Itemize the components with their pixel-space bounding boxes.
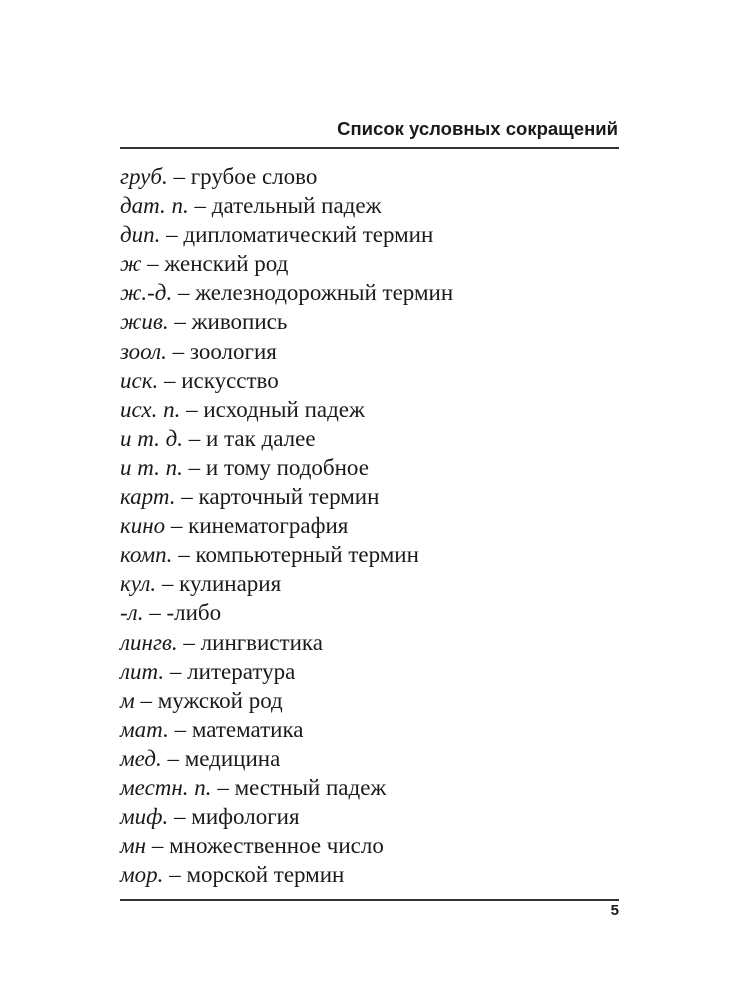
abbreviation-meaning: -либо [166,600,222,626]
abbreviation: жив. [120,309,169,335]
abbreviation-entry [120,802,620,831]
dash-separator: – [166,338,190,364]
abbreviation: и т. п. [120,454,183,480]
abbreviation-meaning: зоология [189,338,277,364]
dash-separator: – [168,716,192,742]
dash-separator: – [163,862,187,888]
abbreviation: кул. [120,571,157,597]
abbreviation-entry [120,220,620,249]
abbreviation-entry [120,569,620,598]
dash-separator: – [175,484,199,510]
abbreviation-entry [120,162,620,191]
abbreviation-meaning: дательный падеж [211,193,382,219]
dash-separator: – [182,454,206,480]
abbreviation: груб. [120,164,168,189]
abbreviation-meaning: морской термин [186,862,345,888]
abbreviation-entry [120,511,620,540]
abbreviation-entry [120,860,620,889]
dash-separator: – [168,804,192,830]
dash-separator: – [164,658,188,684]
abbreviation-meaning: дипломатический термин [183,222,434,248]
abbreviation: м [120,687,135,713]
abbreviation: миф. [120,804,169,830]
abbreviation-entry [120,307,620,336]
abbreviation-meaning: и так далее [206,425,316,451]
abbreviation-entry [120,715,620,744]
abbreviation-meaning: кинематография [188,513,349,539]
abbreviation: иск. [120,367,159,393]
abbreviation: и т. д. [120,425,184,451]
abbreviation-entry [120,540,620,569]
header-rule [120,147,619,149]
abbreviation: местн. п. [120,774,212,800]
dash-separator: – [161,745,185,771]
dash-separator: – [177,629,201,655]
abbreviation: лит. [120,658,165,684]
abbreviation: кино [120,513,166,539]
dash-separator: – [183,425,207,451]
abbreviation-entry [120,773,620,802]
abbreviation: мат. [120,716,169,742]
abbreviation-meaning: грубое слово [190,164,318,189]
dash-separator: – [172,280,196,306]
dash-separator: – [168,309,192,335]
abbreviation-meaning: математика [191,716,304,742]
abbreviation-entry [120,278,620,307]
abbreviation-meaning: лингвистика [200,629,323,655]
abbreviation-meaning: и тому подобное [205,454,369,480]
dash-separator: – [160,222,184,248]
abbreviation: мн [120,833,147,859]
running-header: Список условных сокращений [337,118,618,139]
abbreviation: лингв. [120,629,178,655]
abbreviation-meaning: мужской род [157,687,283,713]
footer-rule [120,899,619,901]
abbreviation: дат. п. [120,193,189,219]
abbreviation-entry [120,395,620,424]
dash-separator: – [156,571,180,597]
abbreviation-meaning: компьютерный термин [195,542,419,568]
abbreviation-entry [120,249,620,278]
abbreviation-entry [120,482,620,511]
abbreviation-meaning: литература [187,658,296,684]
abbreviation: зоол. [120,338,167,364]
abbreviation-entry [120,598,620,627]
abbreviation-meaning: живопись [191,309,288,335]
abbreviation-entry [120,366,620,395]
abbreviation-entry [120,628,620,657]
dash-separator: – [211,774,235,800]
abbreviation-entry [120,453,620,482]
abbreviation: исх. п. [120,396,181,422]
dash-separator: – [143,600,167,626]
dash-separator: – [158,367,182,393]
dash-separator: – [172,542,196,568]
dash-separator: – [141,251,165,277]
abbreviation-meaning: мифология [191,804,300,830]
abbreviation-meaning: кулинария [179,571,282,597]
page-number: 5 [610,902,619,919]
abbreviation: комп. [120,542,173,568]
abbreviation-meaning: медицина [184,745,281,771]
dash-separator: – [167,164,191,189]
abbreviation: дип. [120,222,161,248]
abbreviation: -л. [120,600,144,626]
dash-separator: – [146,833,170,859]
abbreviation-meaning: карточный термин [198,484,380,510]
abbreviation: карт. [120,484,176,510]
abbreviation-meaning: железнодорожный термин [195,280,454,306]
abbreviation-meaning: местный падеж [234,774,387,800]
dash-separator: – [180,396,204,422]
abbreviation-entry [120,744,620,773]
abbreviation-entry [120,657,620,686]
dash-separator: – [188,193,212,219]
abbreviation-entry [120,191,620,220]
abbreviation: ж.-д. [120,280,173,306]
abbreviation-entry [120,337,620,366]
abbreviation-entry [120,424,620,453]
dash-separator: – [165,513,189,539]
abbreviation: ж [120,251,142,277]
abbreviation-meaning: женский род [164,251,289,277]
abbreviation-meaning: искусство [181,367,279,393]
abbreviation-meaning: исходный падеж [203,396,365,422]
abbreviation-list [120,162,620,889]
dash-separator: – [134,687,158,713]
abbreviation-entry [120,686,620,715]
abbreviation: мед. [120,745,162,771]
abbreviation-meaning: множественное число [169,833,384,859]
abbreviation: мор. [120,862,164,888]
abbreviation-entry [120,831,620,860]
